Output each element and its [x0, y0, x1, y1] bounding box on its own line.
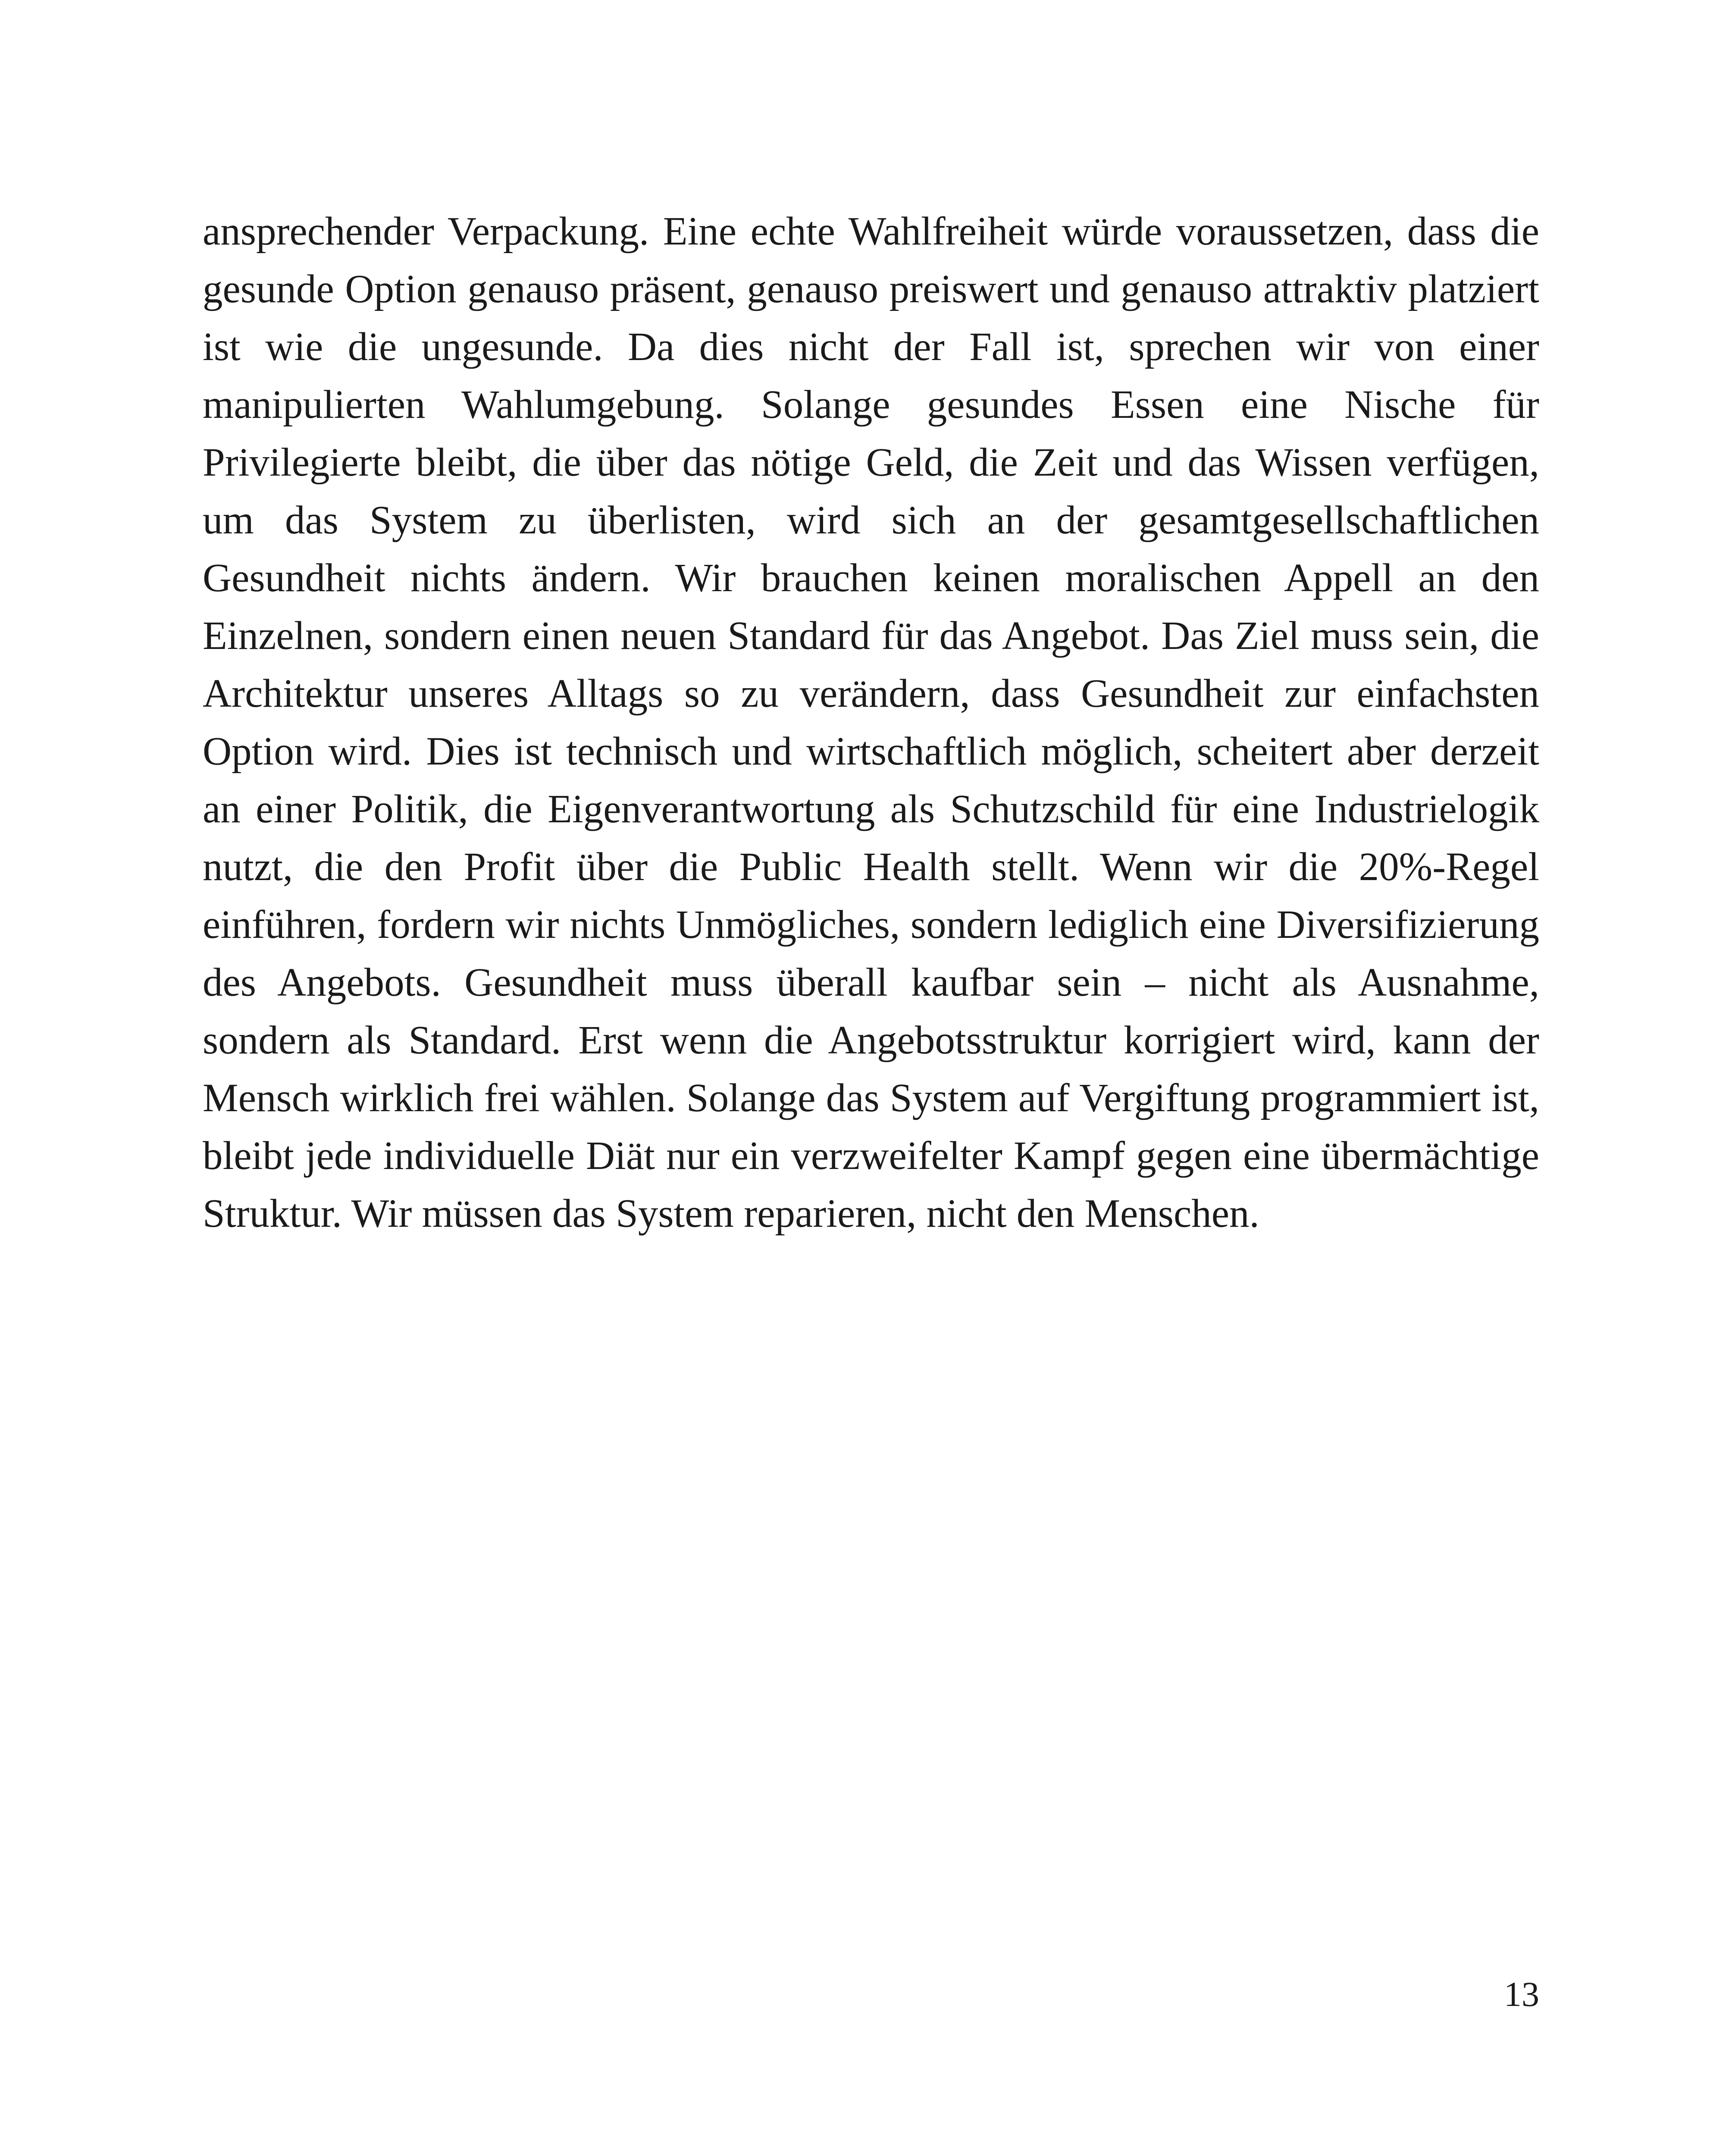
- page-number: 13: [1504, 1974, 1539, 2014]
- body-paragraph: ansprechender Verpackung. Eine echte Wahlfreiheit würde voraussetzen, dass die gesunde Option genauso präsent, genauso preiswert und genauso attraktiv platziert ist wie die ungesunde. Da dies nicht der Fall ist, sprechen wir von einer manipulierten Wahlumgebung. Solange gesundes Essen eine Nische für Privilegierte bleibt, die über das nötige Geld, die Zeit und das Wissen verfügen, um das System zu überlisten, wird sich an der gesamtgesellschaftlichen Gesundheit nichts ändern. Wir brauchen keinen moralischen Appell an den Einzelnen, sondern einen neuen Standard für das Angebot. Das Ziel muss sein, die Architektur unseres Alltags so zu verändern, dass Gesundheit zur einfachsten Option wird. Dies ist technisch und wirtschaftlich möglich, scheitert aber derzeit an einer Politik, die Eigenverantwortung als Schutzschild für eine Industrielogik nutzt, die den Profit über die Public Health stellt. Wenn wir die 20%-Regel einführen, fordern wir nichts Unmögliches, sondern lediglich eine Diversifizierung des Angebots. Gesundheit muss überall kaufbar sein – nicht als Ausnahme, sondern als Standard. Erst wenn die Angebotsstruktur korrigiert wird, kann der Mensch wirklich frei wählen. Solange das System auf Vergiftung programmiert ist, bleibt jede individuelle Diät nur ein verzweifelter Kampf gegen eine übermächtige Struktur. Wir müssen das System reparieren, nicht den Menschen.: [203, 209, 1539, 1236]
